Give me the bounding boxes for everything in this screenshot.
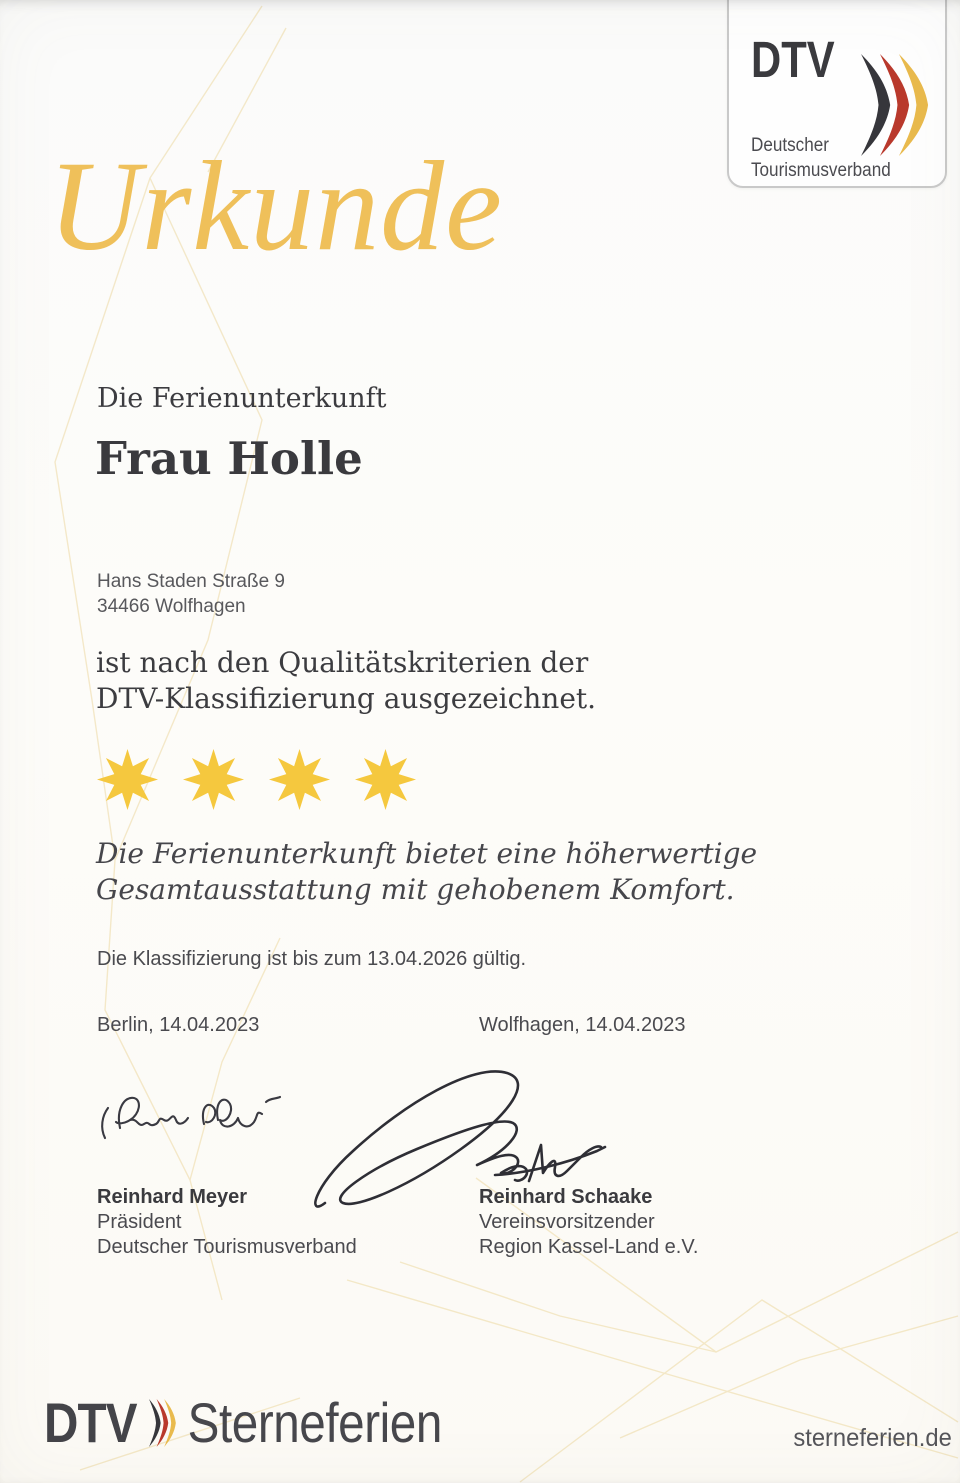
left-signatory-organization: Deutscher Tourismusverband <box>97 1236 357 1258</box>
star-icon <box>354 748 417 811</box>
quote-line1: Die Ferienunterkunft bietet eine höherwertige <box>96 837 758 870</box>
dtv-logo-text: DTV <box>751 31 835 88</box>
classification-description <box>96 836 757 908</box>
statement-line2: DTV-Klassifizierung ausgezeichnet. <box>96 682 597 715</box>
meyer-signature <box>98 1080 298 1155</box>
left-signatory-name: Reinhard Meyer <box>97 1186 248 1208</box>
validity-note: Die Klassifizierung ist bis zum 13.04.2026 gültig. <box>97 948 527 970</box>
dtv-logo-box <box>727 0 947 188</box>
statement-line1: ist nach den Qualitätskriterien der <box>96 646 589 679</box>
logo-subtitle-line2: Tourismusverband <box>751 160 891 181</box>
star-rating <box>96 748 417 811</box>
left-signatory-title: Präsident <box>97 1211 182 1233</box>
certificate-title: Urkunde <box>48 135 503 277</box>
property-name: Frau Holle <box>95 432 363 485</box>
star-icon <box>182 748 245 811</box>
right-date-place: Wolfhagen, 14.04.2023 <box>479 1014 686 1036</box>
left-date-place: Berlin, 14.04.2023 <box>97 1014 260 1036</box>
address-block <box>97 569 285 619</box>
footer-swoosh-icon <box>149 1399 178 1447</box>
star-icon <box>96 748 159 811</box>
star-icon <box>268 748 331 811</box>
quote-line2: Gesamtausstattung mit gehobenem Komfort. <box>96 873 735 906</box>
right-signatory-block <box>479 1185 698 1260</box>
intro-label: Die Ferienunterkunft <box>97 383 387 414</box>
right-signatory-organization: Region Kassel-Land e.V. <box>479 1236 699 1258</box>
right-signatory-title: Vereinsvorsitzender <box>479 1211 655 1233</box>
address-line1: Hans Staden Straße 9 <box>97 571 285 592</box>
logo-subtitle-line1: Deutscher <box>751 135 829 156</box>
right-signatory-name: Reinhard Schaake <box>479 1186 653 1208</box>
footer-sterneferien-text: Sterneferien <box>187 1391 442 1454</box>
classification-statement <box>96 645 596 717</box>
footer-logo <box>44 1391 442 1454</box>
left-signatory-block <box>97 1185 357 1260</box>
address-line2: 34466 Wolfhagen <box>97 596 246 617</box>
dtv-swoosh-icon <box>861 54 931 156</box>
footer-dtv-text: DTV <box>44 1391 137 1454</box>
website-url: sterneferien.de <box>793 1424 952 1452</box>
